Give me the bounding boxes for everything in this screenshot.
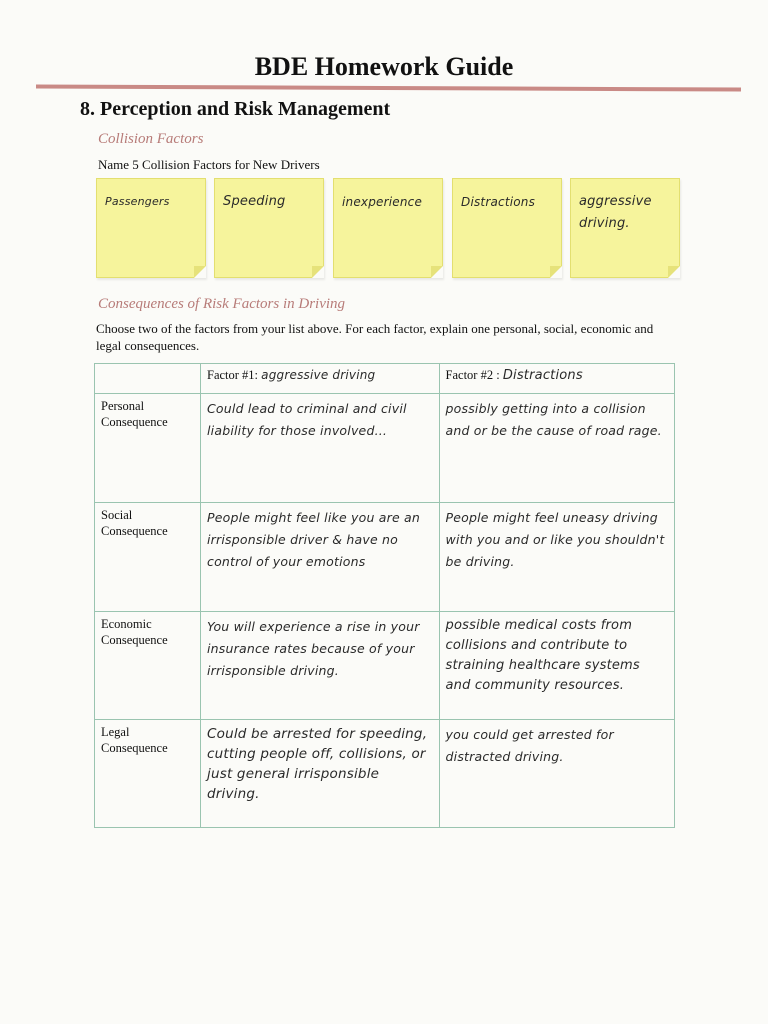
- note-text: Speeding: [223, 194, 286, 209]
- factor1-header: [201, 364, 440, 394]
- factor1-value: aggressive driving: [261, 368, 376, 382]
- row-label-legal: Legal Consequence: [95, 720, 201, 828]
- table-row: [95, 394, 675, 503]
- personal-factor1-answer: Could lead to criminal and civil liability for those involved...: [201, 394, 440, 503]
- table-row: [95, 612, 675, 720]
- header-blank-cell: [95, 364, 201, 394]
- factor2-label: Factor #2 :: [445, 368, 500, 382]
- table-row: [95, 720, 675, 828]
- economic-factor1-answer: You will experience a rise in your insurance rates because of your irrisponsible driving.: [201, 612, 440, 720]
- sticky-note: [214, 178, 324, 278]
- social-factor1-answer: People might feel like you are an irrisponsible driver & have no control of your emotions: [201, 503, 440, 612]
- note-text: Passengers: [105, 195, 170, 208]
- table-row: [95, 503, 675, 612]
- factor2-header: [439, 364, 674, 394]
- row-label-economic: Economic Consequence: [95, 612, 201, 720]
- note-text: aggressive driving.: [579, 194, 652, 231]
- factor2-value: Distractions: [502, 368, 583, 383]
- row-label-social: Social Consequence: [95, 503, 201, 612]
- table-header-row: [95, 364, 675, 394]
- note-text: Distractions: [461, 195, 536, 209]
- section-title: 8. Perception and Risk Management: [80, 98, 391, 120]
- collision-factors-heading: Collision Factors: [98, 131, 204, 147]
- legal-factor2-answer: you could get arrested for distracted driving.: [439, 720, 674, 828]
- sticky-note: [570, 178, 680, 278]
- title-divider: [36, 84, 741, 91]
- personal-factor2-answer: possibly getting into a collision and or be the cause of road rage.: [439, 394, 674, 503]
- consequences-instructions: Choose two of the factors from your list above. For each factor, explain one personal, social, economic and legal consequences.: [96, 321, 654, 353]
- sticky-note: [452, 178, 562, 278]
- factor1-label: Factor #1:: [207, 368, 259, 382]
- row-label-personal: Personal Consequence: [95, 394, 201, 503]
- economic-factor2-answer: possible medical costs from collisions and contribute to straining healthcare systems and community resources.: [439, 612, 674, 720]
- sticky-note: [333, 178, 443, 278]
- note-text: inexperience: [342, 195, 423, 209]
- consequences-heading: Consequences of Risk Factors in Driving: [98, 296, 346, 312]
- sticky-note: [96, 178, 206, 278]
- social-factor2-answer: People might feel uneasy driving with you and or like you shouldn't be driving.: [439, 503, 674, 612]
- page-title: BDE Homework Guide: [254, 52, 514, 81]
- consequences-table: [94, 363, 675, 828]
- collision-factors-prompt: Name 5 Collision Factors for New Drivers: [98, 157, 320, 172]
- collision-factor-notes: [96, 178, 696, 278]
- legal-factor1-answer: Could be arrested for speeding, cutting people off, collisions, or just general irrisponsible driving.: [201, 720, 440, 828]
